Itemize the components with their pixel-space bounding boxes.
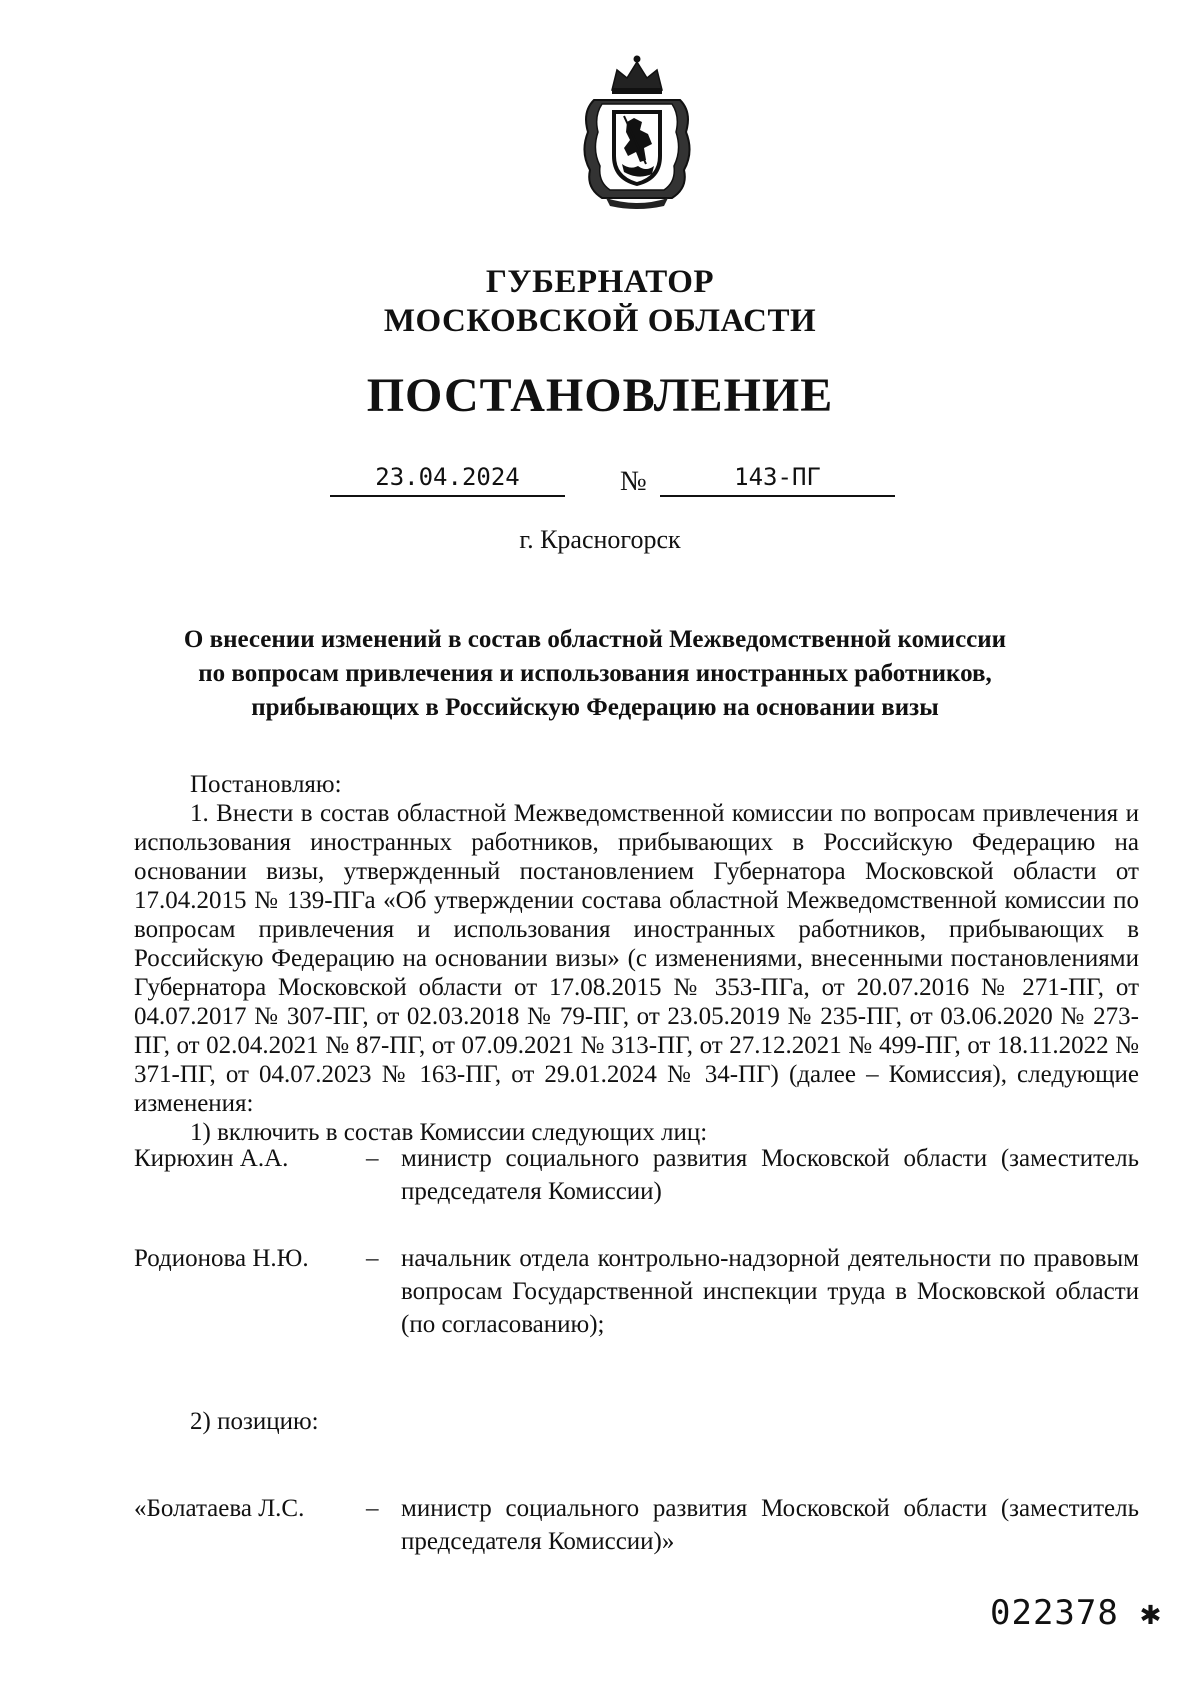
member-name: «Болатаева Л.С. <box>134 1495 305 1522</box>
moscow-oblast-coat-of-arms-icon <box>572 52 702 212</box>
resolution-lead: Постановляю: <box>190 771 342 798</box>
city: г. Красногорск <box>519 525 681 554</box>
number-underline <box>660 495 895 497</box>
date-underline <box>330 495 565 497</box>
member-position: начальник отдела контрольно-надзорной деятельности по правовым вопросам Государственной инспекции труда в Московской области (по согласованию); <box>401 1245 1139 1338</box>
member-dash: – <box>366 1495 379 1522</box>
document-number: 143-ПГ <box>734 463 821 491</box>
paragraph-1: 1. Внести в состав областной Межведомственной комиссии по вопросам привлечения и использования иностранных работников, прибывающих в Российскую Федерацию на основании визы, утвержденный постановлением Губернатора Московской области от 17.04.2015 № 139-ПГа «Об утверждении состава областной Межведомственной комиссии по вопросам привлечения и использования иностранных работников, прибывающих в Российскую Федерацию на основании визы» (с изменениями, внесенными постановлениями Губернатора Московской области от 17.08.2015 № 353-ПГа, от 20.07.2016 № 271-ПГ, от 04.07.2017 № 307-ПГ, от 02.03.2018 № 79-ПГ, от 23.05.2019 № 235-ПГ, от 03.06.2020 № 273-ПГ, от 02.04.2021 № 87-ПГ, от 07.09.2021 № 313-ПГ, от 27.12.2021 № 499-ПГ, от 18.11.2022 № 371-ПГ, от 04.07.2023 № 163-ПГ, от 29.01.2024 № 34-ПГ) (далее – Комиссия), следующие изменения: <box>134 800 1139 1117</box>
document-title <box>150 623 1040 725</box>
asterisk-icon: ✱ <box>1140 1593 1162 1633</box>
document-date: 23.04.2024 <box>375 463 520 491</box>
serial-digits: 022378 <box>990 1593 1119 1633</box>
title-line: по вопросам привлечения и использования иностранных работников, <box>198 660 992 687</box>
number-sign: № <box>620 466 647 497</box>
subitem-1: 1) включить в состав Комиссии следующих лиц: <box>190 1119 708 1146</box>
authority-line-1: ГУБЕРНАТОР <box>485 264 715 300</box>
authority-line-2: МОСКОВСКОЙ ОБЛАСТИ <box>383 303 817 339</box>
member-position: министр социального развития Московской области (заместитель председателя Комиссии)» <box>401 1495 1139 1555</box>
subitem-2: 2) позицию: <box>190 1408 319 1435</box>
member-name: Кирюхин А.А. <box>134 1145 289 1172</box>
member-position: министр социального развития Московской области (заместитель председателя Комиссии) <box>401 1145 1139 1205</box>
member-name: Родионова Н.Ю. <box>134 1245 309 1272</box>
document-body <box>134 770 1139 1147</box>
document-type: ПОСТАНОВЛЕНИЕ <box>366 369 834 422</box>
serial-number <box>990 1593 1162 1633</box>
member-dash: – <box>366 1245 379 1272</box>
member-dash: – <box>366 1145 379 1172</box>
title-line: прибывающих в Российскую Федерацию на основании визы <box>251 694 939 721</box>
title-line: О внесении изменений в состав областной Межведомственной комиссии <box>183 626 1007 653</box>
